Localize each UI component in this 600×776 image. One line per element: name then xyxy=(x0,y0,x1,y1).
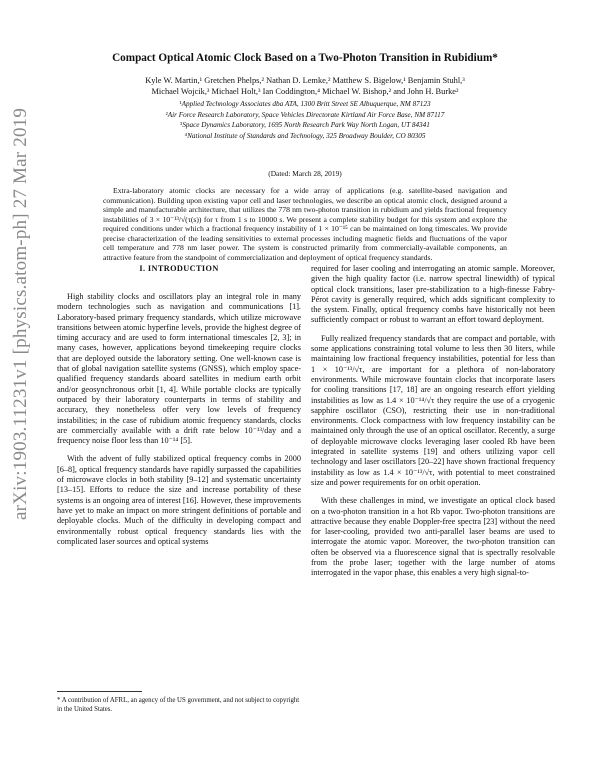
dated-line: (Dated: March 28, 2019) xyxy=(268,169,342,178)
arxiv-identifier-text: arXiv:1903.11231v1 [physics.atom-ph] 27 Mar 2019 xyxy=(10,107,31,520)
paper-title: Compact Optical Atomic Clock Based on a Two-Photon Transition in Rubidium* xyxy=(112,52,498,64)
paragraph: required for laser cooling and interrogating an atomic sample. Moreover, given the high quality factor (i.e. narrow spectral linewidth) of typical optical clock transitions, laser pre-stabilization to a high-finesse Fabry-Pérot cavity is generally required, which adds significant complexity to the system. Finally, optical frequency combs have historically not been sufficiently compact or robust to warrant an effort toward deployment. xyxy=(311,264,555,325)
affiliation: ¹Applied Technology Associates dba ATA, 1300 Britt Street SE Albuquerque, NM 87123 xyxy=(179,100,431,108)
affiliation: ⁴National Institute of Standards and Technology, 325 Broadway Boulder, CO 80305 xyxy=(184,131,426,140)
paragraph: Fully realized frequency standards that are compact and portable, with some applications constraining total volume to less then 30 liters, while maintaining low fractional frequency instabilities, potential for less than 1 × 10⁻¹³/√τ, are important for a plethora of non-laboratory environments. While microwave fountain clocks that incorporate lasers for cooling transitions [17, 18] are an ongoing research effort yielding instabilities as low as 1.4 × 10⁻¹⁴/√τ they require the use of a cryogenic sapphire oscillator (CSO), restricting their use in non-traditional environments. Clock compactness with low frequency instability can be maintained only through the use of an optical oscillator. Recently, a surge of deployable microwave clocks leveraging laser cooled Rb have been integrated in satellite systems [19] and others utilizing vapor cell technology and laser oscillators [20–22] have shown fractional frequency instability as low as 1.4 × 10⁻¹³/√τ, with potential to meet constrained size and power requirements for on orbit operation. xyxy=(311,333,555,487)
right-column xyxy=(311,264,555,587)
paragraph: With the advent of fully stabilized optical frequency combs in 2000 [6–8], optical frequency standards have rapidly surpassed the capabilities of microwave clocks in both stability [9–12] and systematic uncertainty [13–15]. Efforts to reduce the size and increase portability of these systems is an ongoing area of interest [16]. However, these improvements have yet to make an impact on more stringent definitions of portable and deployable clocks. Much of the difficulty in developing compact and environmentally robust optical frequency standards lies with the complicated laser sources and optical systems xyxy=(57,454,301,546)
affiliation: ²Air Force Research Laboratory, Space Vehicles Directorate Kirtland Air Force Base, NM 87117 xyxy=(165,110,445,119)
author-line: Michael Wojcik,³ Michael Holt,³ Ian Coddington,⁴ Michael W. Bishop,² and John H. Burke² xyxy=(151,87,459,97)
left-column xyxy=(57,292,301,555)
footnote-rule xyxy=(57,691,142,692)
author-line: Kyle W. Martin,¹ Gretchen Phelps,² Nathan D. Lemke,² Matthew S. Bigelow,¹ Benjamin Stuhl,³ xyxy=(145,76,465,85)
author-list xyxy=(60,75,550,97)
paragraph: With these challenges in mind, we investigate an optical clock based on a two-photon transition in a hot Rb vapor. Two-photon transitions are attractive because they enable Doppler-free spectra [23] without the need for laser-cooling, provided two anti-parallel laser beams are used to interrogate the atomic vapor. Moreover, the two-photon transition can often be observed via a fluorescence signal that is spectrally resolvable from the probe laser; together with the large number of atoms interrogated in the vapor phase, this enables a very high signal-to- xyxy=(311,496,555,578)
affiliation: ³Space Dynamics Laboratory, 1695 North Research Park Way North Logan, UT 84341 xyxy=(180,121,430,129)
footnote: * A contribution of AFRL, an agency of the US government, and not subject to copyright in the United States. xyxy=(57,697,300,713)
section-heading-introduction: I. INTRODUCTION xyxy=(139,264,219,273)
arxiv-identifier xyxy=(10,90,40,520)
affiliation-list xyxy=(60,99,550,141)
paragraph: High stability clocks and oscillators play an integral role in many modern technologies such as navigation and communications [1]. Laboratory-based primary frequency standards, which utilize microwave transitions between atomic hyperfine levels, provide the highest degree of timing accuracy and are used to form international timescales [2, 3]; in many cases, however, applications beyond timekeeping require clocks that are deployed outside the laboratory setting. One well-known case is that of global navigation satellite systems (GNSS), which employ space-qualified frequency standards aboard satellites in medium earth orbit and/or geosynchronous orbit [1, 4]. While portable clocks are typically outpaced by their laboratory counterparts in terms of stability and accuracy, they nonetheless offer very low levels of frequency instabilities; in the case of rubidium atomic frequency standards, clocks are commercially available with a drift rate below 10⁻¹³/day and a frequency noise floor less than 10⁻¹⁴ [5]. xyxy=(57,292,301,446)
abstract: Extra-laboratory atomic clocks are necessary for a wide array of applications (e.g. satellite-based navigation and communication). Building upon existing vapor cell and laser technologies, we describe an optical atomic clock, designed around a simple and manufacturable architecture, that utilizes the 778 nm two-photon transition in rubidium and yields fractional frequency instabilities of 3 × 10⁻¹³/√(τ(s)) for τ from 1 s to 10000 s. We present a complete stability budget for this system and explore the required conditions under which a fractional frequency instability of 1 × 10⁻¹⁵ can be maintained on long timescales. We provide precise characterization of the leading sensitivities to external processes including magnetic fields and fluctuations of the vapor cell temperature and 778 nm laser power. The system is constructed primarily from commercially-available components, an attractive feature from the standpoint of commercialization and deployment of optical frequency standards. xyxy=(103,186,507,262)
